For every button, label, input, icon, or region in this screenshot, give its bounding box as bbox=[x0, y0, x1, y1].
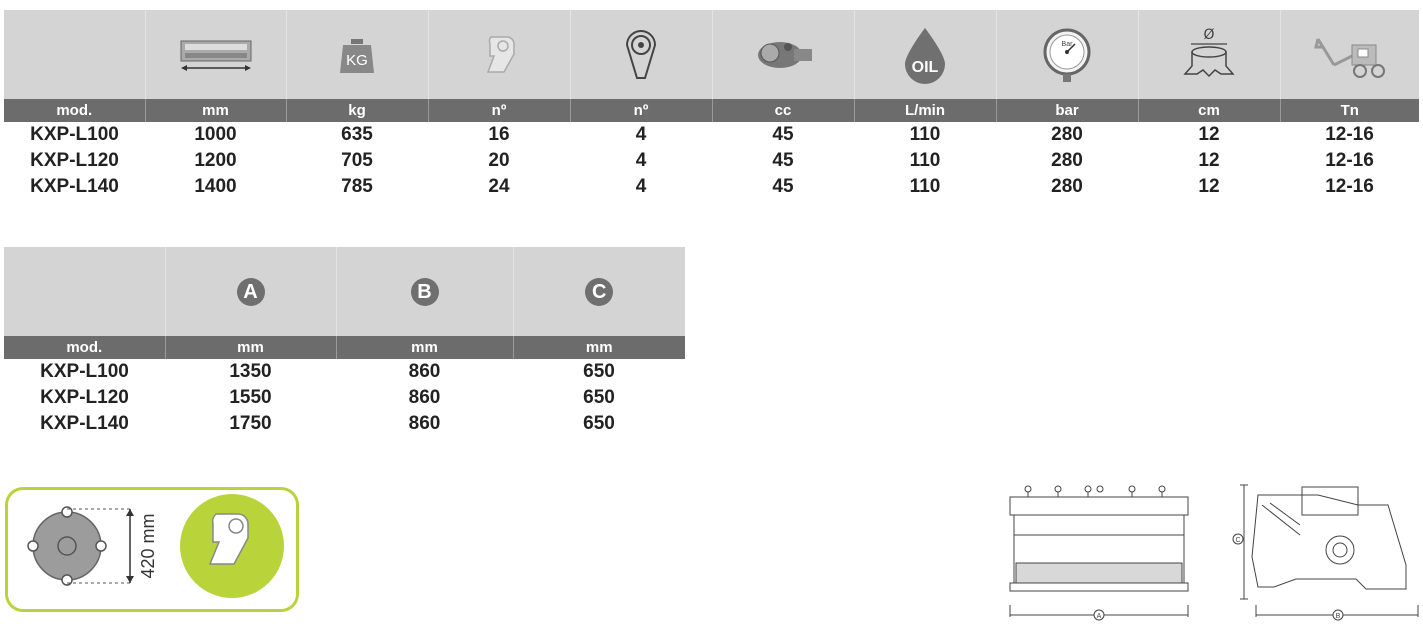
col-header: nº bbox=[570, 99, 712, 122]
model-cell: KXP-L140 bbox=[40, 413, 129, 434]
hammer-tool-icon bbox=[428, 10, 570, 99]
table-cell: 705 bbox=[341, 150, 373, 171]
col-header: mm bbox=[145, 99, 286, 122]
pressure-gauge-icon bbox=[996, 10, 1138, 99]
hydraulic-motor-icon bbox=[712, 10, 854, 99]
model-cell: KXP-L100 bbox=[40, 361, 129, 382]
svg-text:OIL: OIL bbox=[911, 58, 939, 76]
weight-kg-icon bbox=[286, 10, 428, 99]
rotor-diameter-label: 420 mm bbox=[138, 513, 158, 579]
table-cell: 110 bbox=[909, 124, 941, 145]
table-cell: 12 bbox=[1198, 124, 1220, 145]
table-cell: 1350 bbox=[229, 361, 272, 382]
dimension-c-icon: C bbox=[513, 247, 685, 336]
table-cell: 650 bbox=[583, 387, 615, 408]
table-cell: 12 bbox=[1198, 176, 1220, 197]
table-row bbox=[4, 122, 1419, 148]
table-cell: 650 bbox=[583, 361, 615, 382]
col-header: mm bbox=[513, 336, 685, 359]
col-header: cc bbox=[712, 99, 854, 122]
table-cell: 110 bbox=[909, 176, 941, 197]
table-cell: 1200 bbox=[194, 150, 237, 171]
col-header: nº bbox=[428, 99, 570, 122]
table-cell: 785 bbox=[341, 176, 373, 197]
model-cell: KXP-L120 bbox=[30, 150, 119, 171]
table-cell: 110 bbox=[909, 150, 941, 171]
front-dimension-label: A bbox=[1096, 613, 1102, 620]
table-cell: 12 bbox=[1198, 150, 1220, 171]
table-cell: 4 bbox=[635, 150, 647, 171]
table-cell: 280 bbox=[1051, 124, 1083, 145]
table-cell: 12-16 bbox=[1325, 124, 1374, 145]
table-row bbox=[4, 174, 1419, 200]
table-cell: 4 bbox=[635, 124, 647, 145]
col-header: L/min bbox=[854, 99, 996, 122]
table-cell: 45 bbox=[772, 150, 794, 171]
rotor-section-icon bbox=[28, 507, 134, 585]
table-row bbox=[4, 385, 685, 411]
excavator-icon bbox=[1280, 10, 1419, 99]
table-header-row bbox=[4, 336, 685, 359]
table-cell: 1750 bbox=[229, 413, 272, 434]
table-cell: 45 bbox=[772, 176, 794, 197]
side-view-drawing bbox=[1233, 485, 1418, 620]
side-dimension-label-c: C bbox=[1235, 537, 1241, 544]
table-cell: 650 bbox=[583, 413, 615, 434]
blank-header-cell bbox=[4, 247, 165, 336]
col-header: mm bbox=[165, 336, 336, 359]
table-cell: 1000 bbox=[194, 124, 237, 145]
table-cell: 20 bbox=[488, 150, 510, 171]
oil-drop-icon bbox=[854, 10, 996, 99]
table-cell: 4 bbox=[635, 176, 647, 197]
svg-text:Bar: Bar bbox=[1061, 40, 1073, 48]
col-header: Tn bbox=[1280, 99, 1419, 122]
model-cell: KXP-L140 bbox=[30, 176, 119, 197]
svg-text:KG: KG bbox=[346, 51, 368, 69]
table-cell: 45 bbox=[772, 124, 794, 145]
machine-width-icon bbox=[145, 10, 286, 99]
table-cell: 1400 bbox=[194, 176, 237, 197]
svg-text:Ø: Ø bbox=[1203, 26, 1215, 43]
dimension-a-icon: A bbox=[165, 247, 336, 336]
dimensions-table bbox=[4, 247, 685, 437]
table-cell: 860 bbox=[408, 413, 441, 434]
table-row bbox=[4, 359, 685, 385]
table-cell: 12-16 bbox=[1325, 176, 1374, 197]
rotor-diameter-panel bbox=[5, 487, 299, 612]
specs-table bbox=[4, 10, 1419, 200]
col-header: mod. bbox=[4, 99, 145, 122]
col-header: kg bbox=[286, 99, 428, 122]
dimension-b-icon: B bbox=[336, 247, 513, 336]
model-cell: KXP-L120 bbox=[40, 387, 129, 408]
table-cell: 280 bbox=[1051, 176, 1083, 197]
col-header: mm bbox=[336, 336, 513, 359]
table-cell: 280 bbox=[1051, 150, 1083, 171]
table-header-row bbox=[4, 99, 1419, 122]
side-dimension-label-b: B bbox=[1335, 613, 1341, 620]
technical-drawings bbox=[1000, 475, 1423, 639]
table-cell: 24 bbox=[488, 176, 510, 197]
table-cell: 16 bbox=[488, 124, 510, 145]
table-cell: 12-16 bbox=[1325, 150, 1374, 171]
table-row bbox=[4, 148, 1419, 174]
stump-diameter-icon bbox=[1138, 10, 1280, 99]
table-cell: 860 bbox=[408, 387, 441, 408]
col-header: cm bbox=[1138, 99, 1280, 122]
col-header: mod. bbox=[4, 336, 165, 359]
belt-pulley-icon bbox=[570, 10, 712, 99]
blank-header-cell bbox=[4, 10, 145, 99]
table-cell: 635 bbox=[341, 124, 373, 145]
table-row bbox=[4, 411, 685, 437]
table-cell: 1550 bbox=[229, 387, 272, 408]
table-cell: 860 bbox=[408, 361, 441, 382]
hammer-badge-icon bbox=[180, 494, 284, 598]
col-header: bar bbox=[996, 99, 1138, 122]
model-cell: KXP-L100 bbox=[30, 124, 119, 145]
front-view-drawing bbox=[1010, 486, 1188, 620]
